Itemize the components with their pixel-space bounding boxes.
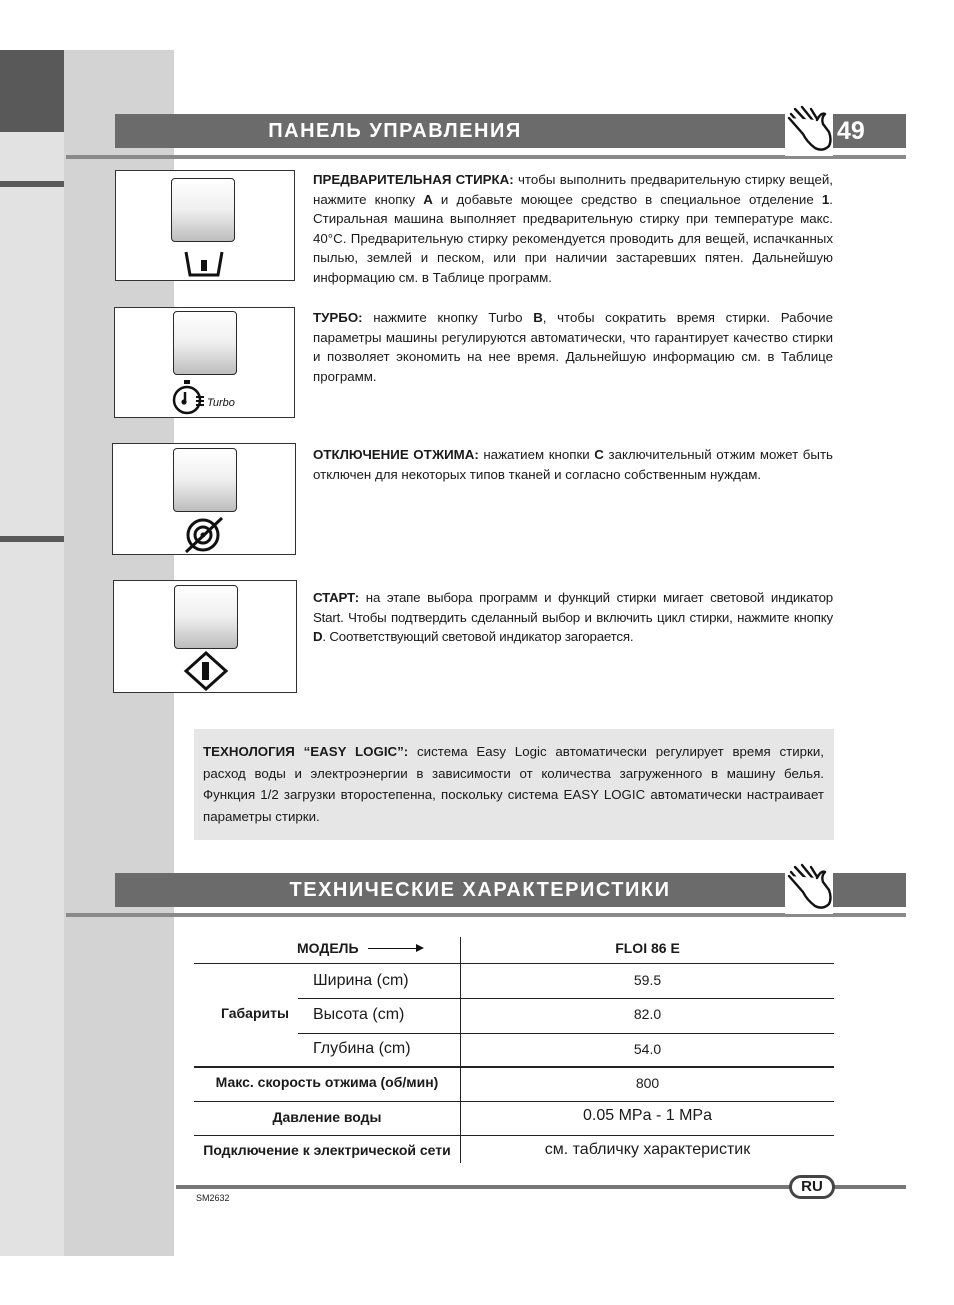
section-title: ТЕХНИЧЕСКИЕ ХАРАКТЕРИСТИКИ bbox=[289, 879, 671, 901]
margin-tick bbox=[0, 181, 64, 187]
dimensions-label: Габариты bbox=[221, 1005, 289, 1021]
spin-off-panel bbox=[112, 443, 296, 555]
turbo-heading: ТУРБО: bbox=[313, 310, 363, 325]
turbo-stopwatch-icon bbox=[171, 378, 207, 416]
prewash-panel bbox=[115, 170, 295, 281]
spin-off-icon bbox=[183, 514, 227, 554]
hand-icon bbox=[785, 862, 833, 914]
margin-strip bbox=[0, 132, 64, 1256]
easy-logic-heading: ТЕХНОЛОГИЯ “EASY LOGIC”: bbox=[203, 744, 409, 759]
language-badge: RU bbox=[789, 1175, 835, 1199]
row-line bbox=[194, 963, 834, 964]
spin-off-heading: ОТКЛЮЧЕНИЕ ОТЖИМА: bbox=[313, 447, 479, 462]
start-button[interactable] bbox=[174, 585, 238, 649]
turbo-icon-label: Turbo bbox=[207, 397, 235, 409]
row-line bbox=[194, 1066, 834, 1068]
page-number: 49 bbox=[837, 117, 865, 145]
height-value: 82.0 bbox=[633, 1006, 662, 1022]
power-label: Подключение к электрической сети bbox=[203, 1142, 451, 1158]
header-rule bbox=[66, 913, 906, 917]
row-line bbox=[194, 1101, 834, 1102]
easy-logic-text: ТЕХНОЛОГИЯ “EASY LOGIC”: система Easy Logic автоматически регулирует время стирки, расход воды и электроэнергии в зависимости от количества загруженного в машину белья. Функция 1/2 загрузки второстепенна, поскольку система EASY LOGIC автоматически настраивает параметры стирки. bbox=[203, 744, 824, 825]
arrow-icon bbox=[368, 948, 420, 949]
turbo-description: ТУРБО: нажмите кнопку Turbo B, чтобы сократить время стирки. Рабочие параметры машины регулируются автоматически, что гарантирует качество стирки и позволяет экономить на нее время. Дальнейшую информацию см. в Таблице программ. bbox=[313, 310, 833, 384]
start-panel bbox=[113, 580, 297, 693]
turbo-panel bbox=[114, 307, 295, 418]
header-rule bbox=[66, 155, 906, 159]
prewash-description: ПРЕДВАРИТЕЛЬНАЯ СТИРКА: чтобы выполнить предварительную стирку вещей, нажмите кнопку A и добавьте моющее средство в специальное отделение 1. Стиральная машина выполняет предварительную стирку при температуре макс. 40°C. Предварительную стирку рекомендуется проводить для вещей, испачканных пылью, землей и песком, или при наличии застаревших пятен. Дальнейшую информацию см. в Таблице программ. bbox=[313, 172, 833, 285]
height-label: Высота (cm) bbox=[313, 1006, 405, 1023]
width-value: 59.5 bbox=[633, 972, 662, 988]
prewash-button[interactable] bbox=[171, 178, 235, 242]
power-value: см. табличку характеристик bbox=[544, 1141, 751, 1158]
margin-tab bbox=[0, 50, 64, 132]
start-heading: СТАРТ: bbox=[313, 590, 360, 605]
margin-tick bbox=[0, 536, 64, 542]
start-diamond-icon bbox=[182, 651, 230, 691]
spin-label: Макс. скорость отжима (об/мин) bbox=[215, 1074, 439, 1090]
depth-value: 54.0 bbox=[633, 1041, 662, 1057]
spin-value: 800 bbox=[635, 1075, 660, 1091]
depth-label: Глубина (cm) bbox=[313, 1040, 411, 1057]
row-line bbox=[298, 998, 834, 999]
arrow-head-icon bbox=[416, 944, 424, 952]
model-label: МОДЕЛЬ bbox=[297, 940, 359, 956]
row-line bbox=[298, 1033, 834, 1034]
specs-table bbox=[194, 937, 834, 1165]
hand-icon bbox=[785, 104, 833, 156]
prewash-tray-icon bbox=[182, 250, 226, 278]
start-description: СТАРТ: на этапе выбора программ и функций стирки мигает световой индикатор Start. Чтобы подтвердить сделанный выбор и включить цикл стирки, нажмите кнопку D. Соответствующий световой индикатор загорается. bbox=[313, 590, 833, 644]
document-code: SM2632 bbox=[196, 1193, 230, 1203]
turbo-button[interactable] bbox=[173, 311, 237, 375]
prewash-heading: ПРЕДВАРИТЕЛЬНАЯ СТИРКА: bbox=[313, 172, 514, 187]
spin-off-description: ОТКЛЮЧЕНИЕ ОТЖИМА: нажатием кнопки C заключительный отжим может быть отключен для некоторых типов тканей и согласно собственным нуждам. bbox=[313, 447, 833, 482]
spin-off-button[interactable] bbox=[173, 448, 237, 512]
pressure-value: 0.05 MPa - 1 MPa bbox=[583, 1107, 712, 1124]
model-value: FLOI 86 E bbox=[615, 940, 680, 956]
row-line bbox=[194, 1135, 834, 1136]
section-title: ПАНЕЛЬ УПРАВЛЕНИЯ bbox=[268, 120, 522, 142]
pressure-label: Давление воды bbox=[272, 1109, 382, 1125]
width-label: Ширина (cm) bbox=[313, 972, 409, 989]
